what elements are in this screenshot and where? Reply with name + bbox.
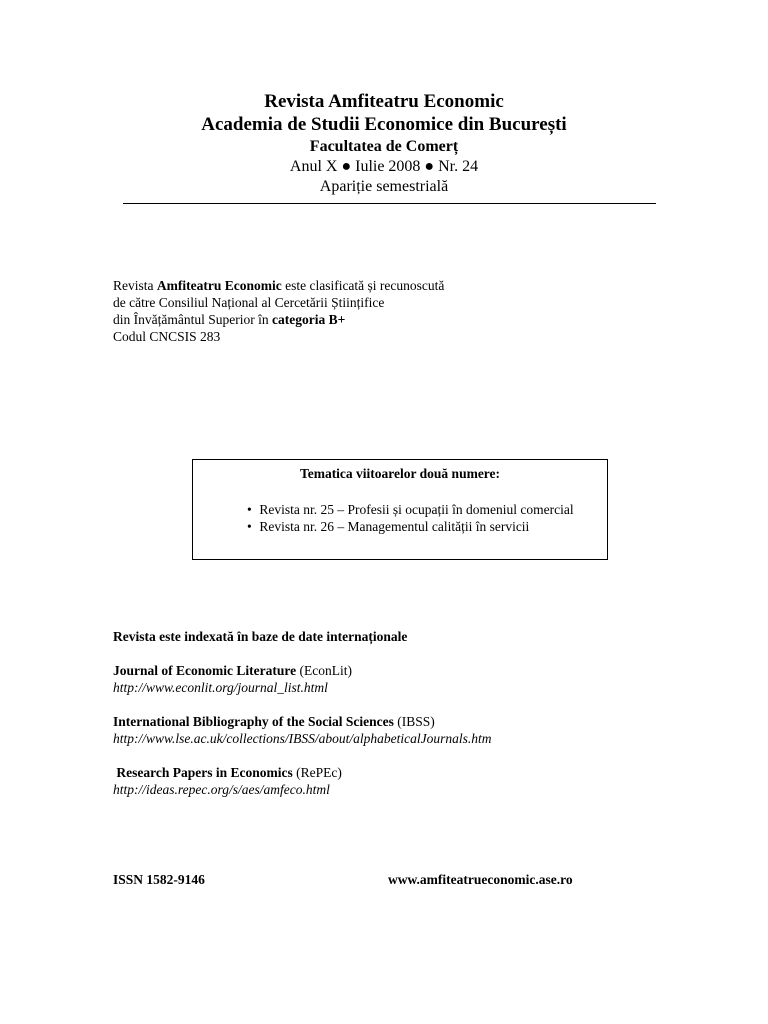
- database-url: http://www.econlit.org/journal_list.html: [113, 680, 328, 695]
- database-name: Research Papers in Economics: [113, 765, 293, 780]
- journal-website: www.amfiteatrueconomic.ase.ro: [388, 872, 573, 887]
- upcoming-issue-text: Revista nr. 26 – Managementul calității în servicii: [259, 519, 530, 534]
- database-abbr: (IBSS): [393, 714, 435, 729]
- upcoming-issues-box: [192, 459, 608, 560]
- database-title: [113, 764, 673, 781]
- issue-info: Anul X ● Iulie 2008 ● Nr. 24: [289, 158, 479, 175]
- issn-number: ISSN 1582-9146: [113, 872, 205, 887]
- upcoming-issues-title: Tematica viitoarelor două numere:: [299, 466, 501, 481]
- academy-title: Academia de Studii Economice din București: [201, 114, 567, 135]
- database-abbr: (EconLit): [296, 663, 352, 678]
- cncsis-code: Codul CNCSIS 283: [113, 329, 221, 344]
- database-name: Journal of Economic Literature: [113, 663, 297, 678]
- classification-text: Revista: [113, 278, 157, 293]
- classification-paragraph: [113, 277, 613, 345]
- list-item: [247, 501, 574, 518]
- publication-frequency: Apariție semestrială: [319, 178, 449, 195]
- faculty-title: Facultatea de Comerț: [309, 138, 459, 155]
- database-url: http://ideas.repec.org/s/aes/amfeco.html: [113, 782, 330, 797]
- database-entry: [113, 662, 673, 696]
- classification-text: este clasificată și recunoscută: [281, 278, 445, 293]
- database-title: [113, 713, 673, 730]
- database-entry: [113, 764, 673, 798]
- journal-title: Revista Amfiteatru Economic: [264, 91, 504, 112]
- document-header: [0, 90, 768, 197]
- classification-line-1: [113, 277, 613, 294]
- upcoming-issue-text: Revista nr. 25 – Profesii și ocupații în domeniul comercial: [259, 502, 574, 517]
- classification-text: din Învățământul Superior în: [113, 312, 272, 327]
- classification-line-3: [113, 311, 613, 328]
- bullet-icon: •: [247, 519, 252, 534]
- bullet-icon: •: [247, 502, 252, 517]
- upcoming-issues-list: [247, 501, 574, 535]
- category-bold: categoria B+: [271, 312, 346, 327]
- database-url: http://www.lse.ac.uk/collections/IBSS/about/alphabeticalJournals.htm: [113, 731, 492, 746]
- indexing-section: [113, 628, 673, 798]
- database-abbr: (RePEc): [292, 765, 342, 780]
- database-name: International Bibliography of the Social Sciences: [113, 714, 394, 729]
- database-title: [113, 662, 673, 679]
- header-divider: [123, 203, 656, 204]
- list-item: [247, 518, 574, 535]
- database-entry: [113, 713, 673, 747]
- indexing-heading: Revista este indexată în baze de date internaționale: [113, 629, 408, 644]
- classification-line-2: de către Consiliul Național al Cercetării Științifice: [113, 295, 385, 310]
- journal-name-bold: Amfiteatru Economic: [156, 278, 282, 293]
